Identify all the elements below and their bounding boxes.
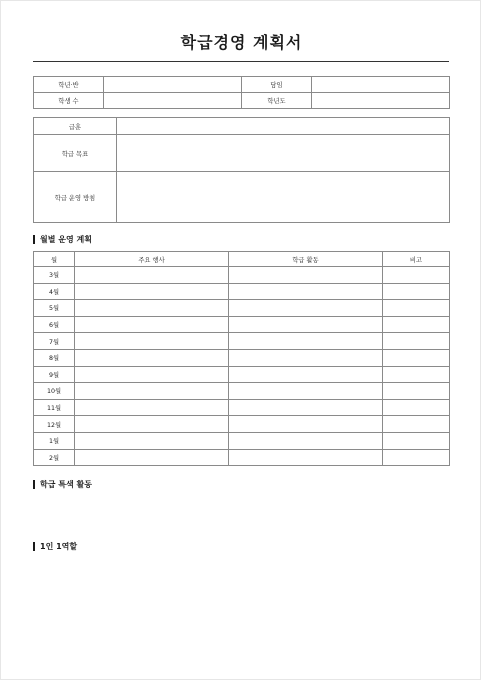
events-cell[interactable] xyxy=(75,449,229,466)
header-notes: 비고 xyxy=(383,252,450,267)
table-row xyxy=(34,349,450,366)
month-cell: 9월 xyxy=(34,366,75,383)
events-cell[interactable] xyxy=(75,432,229,449)
notes-cell[interactable] xyxy=(383,449,450,466)
month-cell: 12월 xyxy=(34,416,75,433)
events-cell[interactable] xyxy=(75,399,229,416)
table-row xyxy=(34,383,450,400)
class-goals-table xyxy=(33,117,450,223)
activities-cell[interactable] xyxy=(229,333,383,350)
activities-cell[interactable] xyxy=(229,432,383,449)
month-cell: 8월 xyxy=(34,349,75,366)
motto-label: 급훈 xyxy=(34,118,117,135)
activities-cell[interactable] xyxy=(229,283,383,300)
events-cell[interactable] xyxy=(75,416,229,433)
table-row xyxy=(34,300,450,317)
title-divider xyxy=(33,61,449,62)
policy-label: 학급 운영 방침 xyxy=(34,172,117,223)
section-special-label: 학급 특색 활동 xyxy=(40,480,92,489)
section-bar xyxy=(33,542,35,551)
events-cell[interactable] xyxy=(75,333,229,350)
notes-cell[interactable] xyxy=(383,267,450,284)
section-bar xyxy=(33,480,35,489)
table-row xyxy=(34,118,450,135)
teacher-label: 담임 xyxy=(242,77,312,93)
notes-cell[interactable] xyxy=(383,300,450,317)
year-label: 학년도 xyxy=(242,93,312,109)
goal-field[interactable] xyxy=(117,135,450,172)
students-label: 학생 수 xyxy=(34,93,104,109)
table-row xyxy=(34,267,450,284)
activities-cell[interactable] xyxy=(229,267,383,284)
activities-cell[interactable] xyxy=(229,383,383,400)
activities-cell[interactable] xyxy=(229,399,383,416)
activities-cell[interactable] xyxy=(229,316,383,333)
table-row xyxy=(34,432,450,449)
table-row xyxy=(34,449,450,466)
section-monthly-label: 월별 운영 계획 xyxy=(40,235,92,244)
table-row xyxy=(34,93,450,109)
header-activities: 학급 활동 xyxy=(229,252,383,267)
document-title: 학급경영 계획서 xyxy=(180,33,303,52)
notes-cell[interactable] xyxy=(383,366,450,383)
events-cell[interactable] xyxy=(75,300,229,317)
events-cell[interactable] xyxy=(75,383,229,400)
header-month: 월 xyxy=(34,252,75,267)
notes-cell[interactable] xyxy=(383,349,450,366)
notes-cell[interactable] xyxy=(383,383,450,400)
notes-cell[interactable] xyxy=(383,432,450,449)
activities-cell[interactable] xyxy=(229,300,383,317)
header-events: 주요 행사 xyxy=(75,252,229,267)
month-cell: 2월 xyxy=(34,449,75,466)
section-monthly-heading xyxy=(33,234,92,245)
students-field[interactable] xyxy=(104,93,242,109)
activities-cell[interactable] xyxy=(229,366,383,383)
year-field[interactable] xyxy=(312,93,450,109)
section-special-heading xyxy=(33,479,92,490)
notes-cell[interactable] xyxy=(383,333,450,350)
activities-cell[interactable] xyxy=(229,416,383,433)
section-roles-label: 1인 1역할 xyxy=(40,542,78,551)
table-row xyxy=(34,172,450,223)
table-row xyxy=(34,77,450,93)
activities-cell[interactable] xyxy=(229,449,383,466)
motto-field[interactable] xyxy=(117,118,450,135)
table-row xyxy=(34,283,450,300)
month-cell: 6월 xyxy=(34,316,75,333)
month-cell: 1월 xyxy=(34,432,75,449)
month-cell: 3월 xyxy=(34,267,75,284)
notes-cell[interactable] xyxy=(383,316,450,333)
month-cell: 11월 xyxy=(34,399,75,416)
table-header-row xyxy=(34,252,450,267)
class-info-table xyxy=(33,76,450,109)
section-roles-heading xyxy=(33,541,77,552)
teacher-field[interactable] xyxy=(312,77,450,93)
table-row xyxy=(34,416,450,433)
events-cell[interactable] xyxy=(75,366,229,383)
events-cell[interactable] xyxy=(75,316,229,333)
table-row xyxy=(34,316,450,333)
notes-cell[interactable] xyxy=(383,416,450,433)
monthly-plan-table xyxy=(33,251,450,466)
table-row xyxy=(34,399,450,416)
month-cell: 5월 xyxy=(34,300,75,317)
notes-cell[interactable] xyxy=(383,283,450,300)
month-cell: 7월 xyxy=(34,333,75,350)
table-row xyxy=(34,366,450,383)
goal-label: 학급 목표 xyxy=(34,135,117,172)
table-row xyxy=(34,135,450,172)
events-cell[interactable] xyxy=(75,267,229,284)
class-field[interactable] xyxy=(104,77,242,93)
table-row xyxy=(34,333,450,350)
notes-cell[interactable] xyxy=(383,399,450,416)
policy-field[interactable] xyxy=(117,172,450,223)
month-cell: 10월 xyxy=(34,383,75,400)
activities-cell[interactable] xyxy=(229,349,383,366)
section-bar xyxy=(33,235,35,244)
events-cell[interactable] xyxy=(75,349,229,366)
events-cell[interactable] xyxy=(75,283,229,300)
month-cell: 4월 xyxy=(34,283,75,300)
class-label: 학년·반 xyxy=(34,77,104,93)
